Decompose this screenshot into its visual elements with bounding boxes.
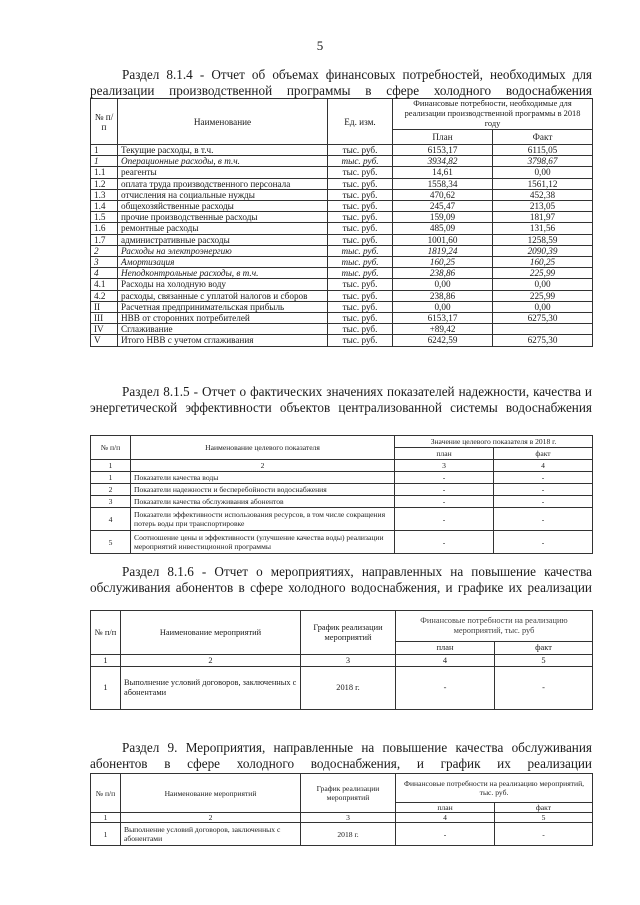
row-fact-value: - (495, 823, 593, 846)
row-unit: тыс. руб. (328, 335, 393, 346)
column-index: 4 (396, 655, 495, 667)
row-name: общехозяйственные расходы (118, 201, 328, 212)
row-number: 1 (91, 667, 121, 710)
row-plan-value: - (395, 508, 494, 531)
row-number: II (91, 301, 118, 312)
row-number: 1.1 (91, 167, 118, 178)
row-number: 5 (91, 531, 131, 554)
table-row (91, 234, 593, 245)
row-number: 1.2 (91, 178, 118, 189)
row-fact-value: 0,00 (493, 301, 593, 312)
row-unit: тыс. руб. (328, 290, 393, 301)
row-unit: тыс. руб. (328, 257, 393, 268)
column-header-plan: план (395, 448, 494, 460)
row-unit: тыс. руб. (328, 178, 393, 189)
row-number: 1.6 (91, 223, 118, 234)
row-fact-value: 452,38 (493, 189, 593, 200)
section-heading: Раздел 8.1.5 - Отчет о фактических значениях показателей надежности, качества и энергетической эффективности объектов централизованной системы водоснабжения (90, 384, 592, 415)
row-plan-value: 1558,34 (393, 178, 493, 189)
row-number: 1.4 (91, 201, 118, 212)
row-name: Показатели эффективности использования ресурсов, в том числе сокращения потерь воды при транспортировке (131, 508, 395, 531)
measures-schedule-table (90, 773, 593, 846)
row-number: 2 (91, 484, 131, 496)
column-header-schedule: График реализации мероприятий (301, 774, 396, 813)
row-unit: тыс. руб. (328, 301, 393, 312)
row-plan-value: - (395, 496, 494, 508)
row-plan-value: 238,86 (393, 290, 493, 301)
table-row (91, 279, 593, 290)
column-index: 1 (91, 460, 131, 472)
table-row (91, 178, 593, 189)
column-header-num: № п/п (91, 436, 131, 460)
column-header-fact: Факт (493, 130, 593, 145)
column-header-fact: факт (495, 803, 593, 813)
row-name: ремонтные расходы (118, 223, 328, 234)
row-plan-value: 3934,82 (393, 156, 493, 167)
column-index: 2 (131, 460, 395, 472)
column-header-name: Наименование мероприятий (121, 611, 301, 655)
row-plan-value: - (395, 531, 494, 554)
financial-needs-table (90, 98, 593, 347)
row-schedule: 2018 г. (301, 823, 396, 846)
row-name: оплата труда производственного персонала (118, 178, 328, 189)
row-unit: тыс. руб. (328, 201, 393, 212)
row-fact-value: - (494, 484, 593, 496)
row-fact-value: 160,25 (493, 257, 593, 268)
table-row (91, 496, 593, 508)
section-heading: Раздел 8.1.6 - Отчет о мероприятиях, направленных на повышение качества обслуживания абонентов в сфере холодного водоснабжения, и графике их реализации (90, 564, 592, 595)
row-unit: тыс. руб. (328, 212, 393, 223)
row-name: Выполнение условий договоров, заключенных с абонентами (121, 823, 301, 846)
column-header-plan: план (396, 642, 495, 655)
row-fact-value: 0,00 (493, 279, 593, 290)
row-fact-value: 131,56 (493, 223, 593, 234)
row-number: 4 (91, 268, 118, 279)
column-index: 2 (121, 813, 301, 823)
column-header-name: Наименование мероприятий (121, 774, 301, 813)
row-fact-value: - (494, 472, 593, 484)
row-number: III (91, 313, 118, 324)
table-row (91, 156, 593, 167)
row-unit: тыс. руб. (328, 145, 393, 156)
row-plan-value: - (395, 484, 494, 496)
column-index: 4 (396, 813, 495, 823)
row-name: Операционные расходы, в т.ч. (118, 156, 328, 167)
table-row (91, 823, 593, 846)
table-row (91, 472, 593, 484)
row-name: Расходы на электроэнергию (118, 245, 328, 256)
table-row (91, 145, 593, 156)
row-name: Сглаживание (118, 324, 328, 335)
row-fact-value: 0,00 (493, 167, 593, 178)
row-number: 1 (91, 472, 131, 484)
row-name: Текущие расходы, в т.ч. (118, 145, 328, 156)
row-plan-value: 470,62 (393, 189, 493, 200)
column-header-group: Финансовые потребности на реализацию мероприятий, тыс. руб. (396, 774, 593, 803)
row-fact-value: - (494, 496, 593, 508)
row-number: IV (91, 324, 118, 335)
row-name: Расчетная предпринимательская прибыль (118, 301, 328, 312)
table-row (91, 257, 593, 268)
column-header-group: Финансовые потребности на реализацию мероприятий, тыс. руб (396, 611, 593, 642)
row-fact-value: 181,97 (493, 212, 593, 223)
measures-table (90, 610, 593, 710)
row-unit: тыс. руб. (328, 156, 393, 167)
column-header-name: Наименование (118, 99, 328, 145)
table-row (91, 167, 593, 178)
table-row (91, 245, 593, 256)
row-number: 3 (91, 257, 118, 268)
table-row (91, 301, 593, 312)
column-header-schedule: График реализации мероприятий (301, 611, 396, 655)
table-row (91, 223, 593, 234)
row-plan-value: 6153,17 (393, 145, 493, 156)
row-plan-value: 0,00 (393, 301, 493, 312)
column-index: 5 (495, 813, 593, 823)
row-number: 2 (91, 245, 118, 256)
row-plan-value: - (396, 823, 495, 846)
table-row (91, 313, 593, 324)
row-fact-value: 3798,67 (493, 156, 593, 167)
column-header-unit: Ед. изм. (328, 99, 393, 145)
row-fact-value: 6115,05 (493, 145, 593, 156)
row-plan-value: 245,47 (393, 201, 493, 212)
row-name: реагенты (118, 167, 328, 178)
table-row (91, 531, 593, 554)
row-fact-value (493, 324, 593, 335)
row-name: Показатели качества воды (131, 472, 395, 484)
indicators-table (90, 435, 593, 554)
row-unit: тыс. руб. (328, 223, 393, 234)
column-header-name: Наименование целевого показателя (131, 436, 395, 460)
row-number: 4.1 (91, 279, 118, 290)
row-name: Выполнение условий договоров, заключенных с абонентами (121, 667, 301, 710)
section-heading: Раздел 8.1.4 - Отчет об объемах финансовых потребностей, необходимых для реализации производственной программы в сфере холодного водоснабжения (90, 67, 592, 98)
table-row (91, 189, 593, 200)
row-unit: тыс. руб. (328, 245, 393, 256)
row-plan-value: - (396, 667, 495, 710)
row-name: Показатели надежности и бесперебойности водоснабжения (131, 484, 395, 496)
row-number: 1 (91, 156, 118, 167)
column-header-fact: факт (494, 448, 593, 460)
row-schedule: 2018 г. (301, 667, 396, 710)
table-row (91, 484, 593, 496)
row-number: 3 (91, 496, 131, 508)
column-index: 3 (301, 813, 396, 823)
row-name: Амортизация (118, 257, 328, 268)
row-fact-value: 225,99 (493, 290, 593, 301)
column-index: 3 (395, 460, 494, 472)
row-unit: тыс. руб. (328, 167, 393, 178)
column-index: 1 (91, 813, 121, 823)
column-header-num: № п/п (91, 774, 121, 813)
row-number: 1 (91, 145, 118, 156)
column-header-plan: План (393, 130, 493, 145)
section-heading: Раздел 9. Мероприятия, направленные на повышение качества обслуживания абонентов в сфере холодного водоснабжения, и график их реализации (90, 740, 592, 771)
row-number: 1.7 (91, 234, 118, 245)
row-name: НВВ от сторонних потребителей (118, 313, 328, 324)
table-row (91, 324, 593, 335)
row-plan-value: 159,09 (393, 212, 493, 223)
row-number: 1.5 (91, 212, 118, 223)
column-index: 3 (301, 655, 396, 667)
row-fact-value: 2090,39 (493, 245, 593, 256)
row-fact-value: 1258,59 (493, 234, 593, 245)
row-name: расходы, связанные с уплатой налогов и сборов (118, 290, 328, 301)
row-name: отчисления на социальные нужды (118, 189, 328, 200)
column-index: 1 (91, 655, 121, 667)
row-unit: тыс. руб. (328, 234, 393, 245)
row-plan-value: 1001,60 (393, 234, 493, 245)
row-plan-value: 14,61 (393, 167, 493, 178)
column-index: 5 (495, 655, 593, 667)
row-fact-value: 213,05 (493, 201, 593, 212)
row-name: Расходы на холодную воду (118, 279, 328, 290)
column-header-num: № п/п (91, 611, 121, 655)
table-row (91, 335, 593, 346)
row-name: Показатели качества обслуживания абонентов (131, 496, 395, 508)
column-header-num: № п/п (91, 99, 118, 145)
column-header-fact: факт (495, 642, 593, 655)
column-header-plan: план (396, 803, 495, 813)
row-unit: тыс. руб. (328, 324, 393, 335)
row-plan-value: 0,00 (393, 279, 493, 290)
table-row (91, 290, 593, 301)
table-row (91, 212, 593, 223)
row-plan-value: 6153,17 (393, 313, 493, 324)
row-plan-value: 238,86 (393, 268, 493, 279)
row-plan-value: 160,25 (393, 257, 493, 268)
row-unit: тыс. руб. (328, 268, 393, 279)
column-index: 2 (121, 655, 301, 667)
row-number: 4.2 (91, 290, 118, 301)
column-index: 4 (494, 460, 593, 472)
row-name: Неподконтрольные расходы, в т.ч. (118, 268, 328, 279)
row-name: прочие производственные расходы (118, 212, 328, 223)
row-plan-value: 485,09 (393, 223, 493, 234)
row-plan-value: +89,42 (393, 324, 493, 335)
row-plan-value: 6242,59 (393, 335, 493, 346)
row-fact-value: 1561,12 (493, 178, 593, 189)
row-number: V (91, 335, 118, 346)
row-name: Соотношение цены и эффективности (улучшение качества воды) реализации мероприятий инвестиционной программы (131, 531, 395, 554)
row-plan-value: - (395, 472, 494, 484)
row-unit: тыс. руб. (328, 279, 393, 290)
row-fact-value: - (495, 667, 593, 710)
row-unit: тыс. руб. (328, 313, 393, 324)
column-header-group: Значение целевого показателя в 2018 г. (395, 436, 593, 448)
row-plan-value: 1819,24 (393, 245, 493, 256)
table-row (91, 201, 593, 212)
row-fact-value: - (494, 531, 593, 554)
column-header-group: Финансовые потребности, необходимые для реализации производственной программы в 2018 году (393, 99, 593, 130)
row-fact-value: 6275,30 (493, 335, 593, 346)
table-row (91, 268, 593, 279)
page-number: 5 (316, 38, 324, 53)
row-number: 1.3 (91, 189, 118, 200)
row-name: административные расходы (118, 234, 328, 245)
row-fact-value: - (494, 508, 593, 531)
row-fact-value: 6275,30 (493, 313, 593, 324)
row-name: Итого НВВ с учетом сглаживания (118, 335, 328, 346)
table-row (91, 667, 593, 710)
row-number: 1 (91, 823, 121, 846)
row-number: 4 (91, 508, 131, 531)
table-row (91, 508, 593, 531)
row-fact-value: 225,99 (493, 268, 593, 279)
row-unit: тыс. руб. (328, 189, 393, 200)
